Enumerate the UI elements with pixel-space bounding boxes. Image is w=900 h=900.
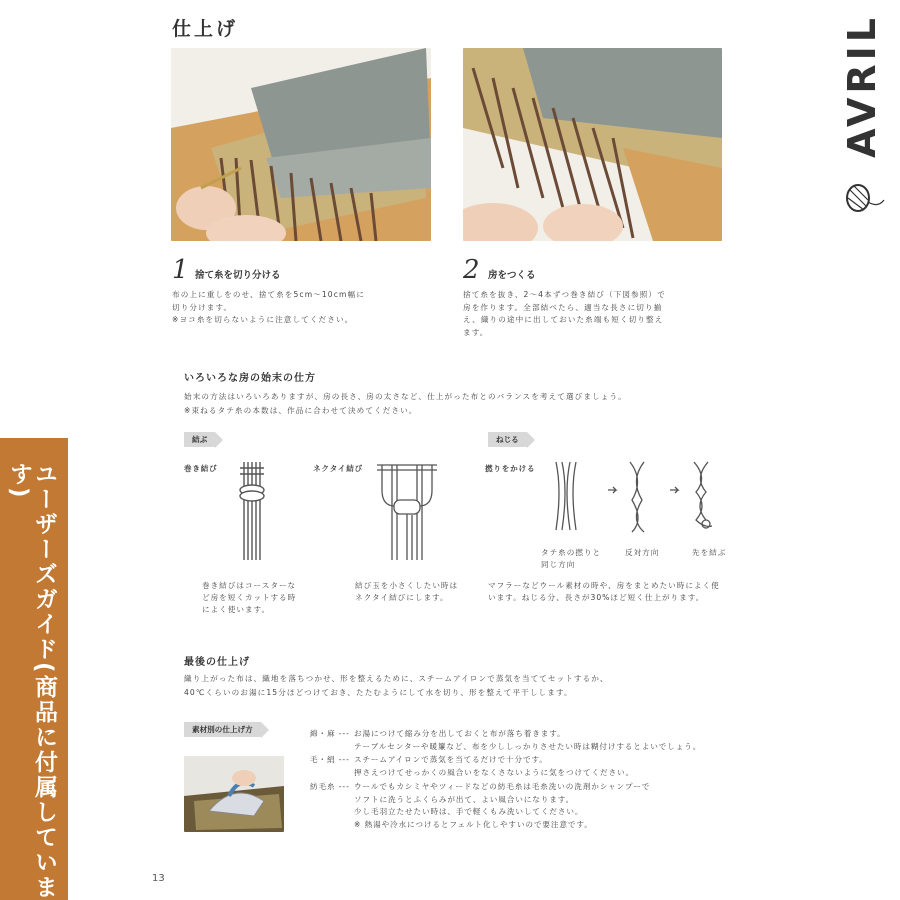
necktie-knot-diagram [372, 460, 442, 565]
side-label: ユーザーズガイド(商品に付属しています) [6, 462, 57, 900]
page-title: 仕上げ [172, 18, 239, 40]
necktie-knot-caption: 結び玉を小さくしたい時は ネクタイ結びにします。 [355, 581, 459, 602]
brand-logo: AVRIL [840, 14, 884, 158]
step-1-title: 捨て糸を切り分ける [195, 270, 281, 281]
step-1-number: 1 [172, 255, 189, 285]
step-2-title: 房をつくる [488, 270, 536, 281]
twist-step-2: 反対方向 [625, 548, 660, 557]
final-text: 織り上がった布は、織地を落ちつかせ、形を整えるために、スチームアイロンで蒸気を当ててセットするか、 40℃くらいのお湯に15分ほどつけておき、たたむようにして水を切り、形を整えて平干しします。 [184, 674, 609, 697]
material-name-wool: 毛・絹 --- [310, 755, 350, 764]
twist-tag: ねじる [488, 432, 527, 447]
step-2-number: 2 [463, 255, 480, 285]
wrap-knot-caption: 巻き結びはコースターな ど房を短くカットする時 によく使います。 [202, 581, 297, 614]
photo-making-tassels [463, 48, 722, 241]
photo-cutting-threads [171, 48, 431, 241]
page-number: 13 [152, 873, 165, 884]
necktie-knot-label: ネクタイ結び [313, 464, 364, 473]
twist-step-3: 先を結ぶ [692, 548, 727, 557]
step-1-text: 布の上に重しをのせ、捨て糸を5cm〜10cm幅に 切り分けます。 ※ヨコ糸を切らないように注意してください。 [172, 290, 365, 324]
yarn-spool-icon [844, 178, 886, 216]
materials-tag: 素材別の仕上げ方 [184, 722, 261, 737]
step-2-text: 捨て糸を抜き、2〜4本ずつ巻き結び（下図参照）で 房を作ります。全部結べたら、適当な長さに切り揃 え、織りの途中に出しておいた糸端も短く切り整え ます。 [463, 290, 666, 337]
photo-steam-iron [184, 756, 284, 832]
final-heading: 最後の仕上げ [184, 657, 250, 668]
material-text-cotton: お湯につけて縮み分を出しておくと布が落ち着きます。 テーブルセンターや暖簾など、布を少ししっかりさせたい時は糊付けするとよいでしょう。 [354, 729, 702, 751]
wrap-knot-diagram [232, 460, 272, 565]
twist-label: 撚りをかける [485, 464, 536, 473]
material-text-wool: スチームアイロンで蒸気を当てるだけで十分です。 押さえつけてせっかくの風合いをなくさないように気をつけてください。 [354, 755, 634, 777]
twist-diagram [548, 460, 738, 540]
material-name-woolen: 紡毛糸 --- [310, 782, 350, 791]
twist-caption: マフラーなどウール素材の時や、房をまとめたい時によく使 います。ねじる分、長さが30%ほど短く仕上がります。 [488, 581, 720, 602]
material-text-woolen: ウールでもカシミヤやツィードなどの紡毛糸は毛糸洗いの洗剤かシャンプーで ソフトに洗うとふくらみが出て、よい風合いになります。 少し毛羽立たせたい時は、手で軽くもみ洗いしてください。 ※ 熱湯や冷水につけるとフェルト化しやすいので要注意です。 [354, 782, 651, 829]
fringe-text: 始末の方法はいろいろありますが、房の長さ、房の太さなど、仕上がった布とのバランスを考えて選びましょう。 ※束ねるタテ糸の本数は、作品に合わせて決めてください。 [184, 392, 627, 415]
fringe-heading: いろいろな房の始末の仕方 [184, 373, 316, 384]
wrap-knot-label: 巻き結び [184, 464, 218, 473]
twist-step-1: タテ糸の撚りと 同じ方向 [541, 548, 602, 569]
tie-tag: 結ぶ [184, 432, 215, 447]
material-name-cotton: 綿・麻 --- [310, 729, 350, 738]
